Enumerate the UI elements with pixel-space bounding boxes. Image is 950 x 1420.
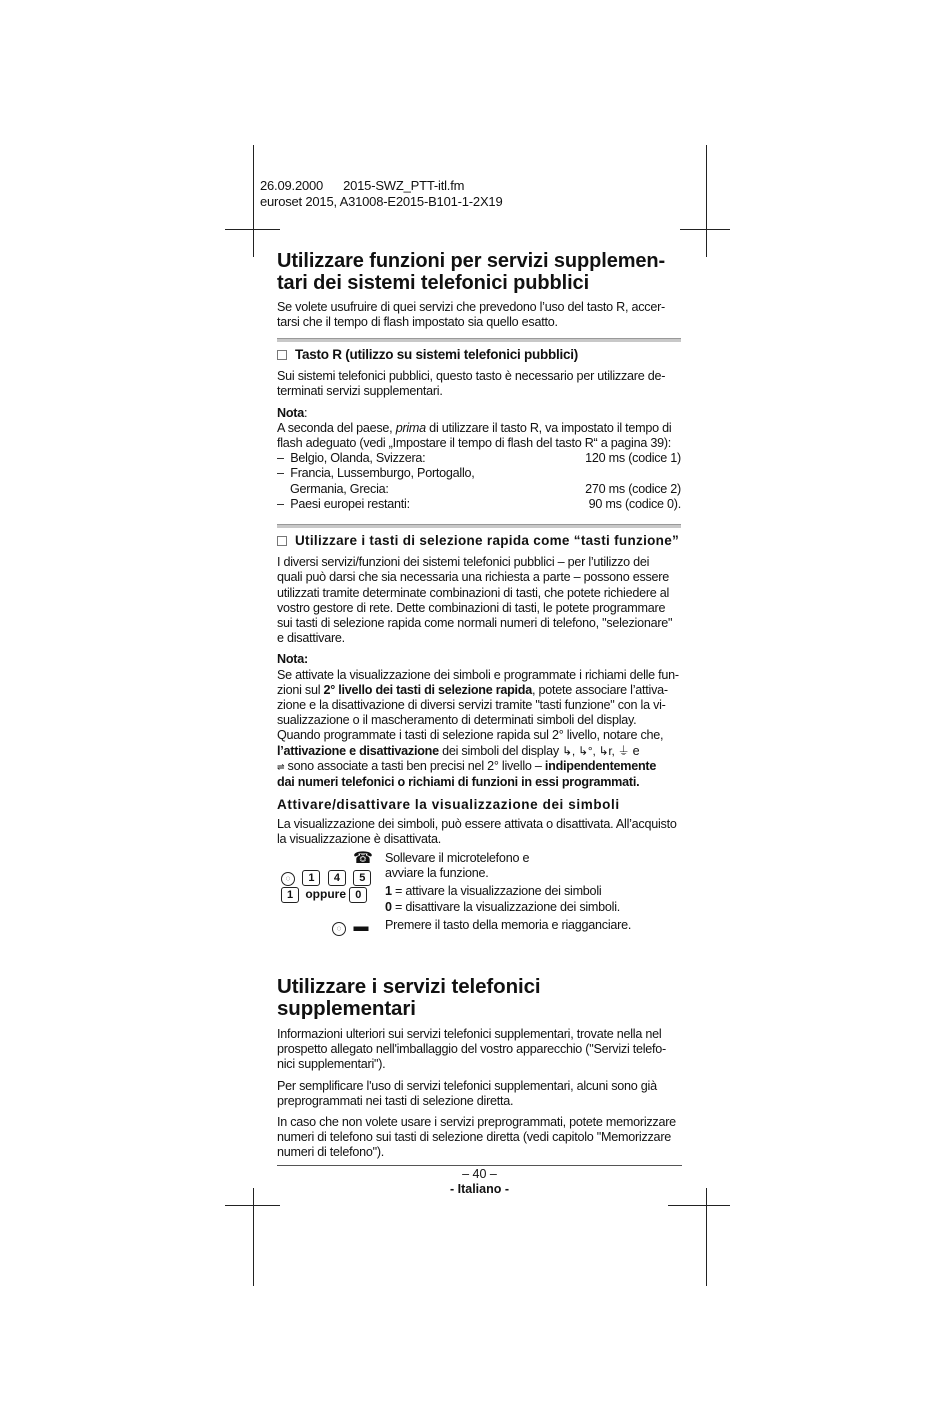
text-line: terminati servizi supplementari. bbox=[277, 384, 443, 399]
subsection-heading: Attivare/disattivare la visualizzazione dei simboli bbox=[277, 797, 620, 812]
text-line: In caso che non volete usare i servizi preprogrammati, potete memorizzare bbox=[277, 1115, 676, 1130]
section-attivare bbox=[277, 797, 681, 848]
country: – Paesi europei restanti: bbox=[277, 496, 410, 511]
section-title bbox=[277, 250, 681, 294]
crop-mark bbox=[225, 1205, 280, 1206]
text-line: zioni sul bbox=[277, 682, 324, 697]
title-line: tari dei sistemi telefonici pubblici bbox=[277, 272, 590, 294]
paragraph bbox=[277, 1115, 681, 1161]
crop-mark bbox=[253, 145, 254, 257]
text-line: Informazioni ulteriori sui servizi telefonici supplementari, trovate nella nel bbox=[277, 1027, 662, 1041]
country-row bbox=[277, 482, 681, 497]
crop-mark bbox=[253, 1188, 254, 1286]
paragraph bbox=[277, 1079, 681, 1109]
crop-mark bbox=[706, 145, 707, 257]
checkbox-icon bbox=[277, 536, 287, 546]
crop-mark bbox=[680, 229, 730, 230]
bold-text: dai numeri telefonici o richiami di funzioni in essi programmati. bbox=[277, 775, 640, 790]
key-4: 4 bbox=[328, 870, 346, 886]
paragraph bbox=[277, 817, 681, 847]
crop-mark bbox=[225, 229, 280, 230]
step-text bbox=[385, 851, 685, 933]
text-line: e bbox=[629, 743, 640, 758]
code: 120 ms (codice 1) bbox=[585, 451, 681, 466]
step-line: avviare la funzione. bbox=[385, 866, 489, 881]
display-symbols-icon: ↳, ↳°, ↳r, ⏚ bbox=[562, 743, 630, 758]
code: 270 ms (codice 2) bbox=[585, 481, 681, 496]
country-row bbox=[277, 497, 681, 512]
text-line: preprogrammati nei tasti di selezione diretta. bbox=[277, 1093, 514, 1108]
key-choice bbox=[281, 887, 370, 903]
memory-key-icon: ◌ bbox=[281, 872, 295, 886]
text-line: utilizzati tramite determinate combinazioni di tasti, che potete richiedere al bbox=[277, 585, 670, 600]
text-line: nici supplementari"). bbox=[277, 1057, 386, 1072]
step-line: Sollevare il microtelefono e bbox=[385, 851, 530, 865]
text-line: Quando programmate i tasti di selezione rapida sul 2° livello, notare che, bbox=[277, 728, 664, 743]
oppure-label: oppure bbox=[305, 887, 347, 901]
text-line: dei simboli del display bbox=[438, 743, 563, 758]
step-number: 0 bbox=[385, 899, 392, 914]
note-colon: : bbox=[304, 405, 308, 420]
memory-key-icon: ◌ bbox=[332, 922, 346, 936]
country: Germania, Grecia: bbox=[277, 481, 389, 496]
text-line: Per semplificare l'uso di servizi telefonici supplementari, alcuni sono già bbox=[277, 1078, 657, 1093]
note bbox=[277, 652, 681, 790]
heading-text: Utilizzare i tasti di selezione rapida come “tasti funzione” bbox=[295, 533, 680, 548]
title-line: Utilizzare funzioni per servizi supplemen- bbox=[277, 250, 666, 272]
country: – Belgio, Olanda, Svizzera: bbox=[277, 451, 426, 466]
bold-text: l’attivazione e disattivazione bbox=[277, 743, 439, 758]
section-supplementary-services bbox=[277, 976, 681, 1161]
text-line: Se volete usufruire di quei servizi che prevedono l’uso del tasto R, accer- bbox=[277, 300, 665, 314]
text-line: sualizzazione o il mascheramento di determinati simboli del display. bbox=[277, 713, 637, 728]
hangup-icon: ▬ bbox=[353, 918, 369, 935]
country-row bbox=[277, 451, 681, 466]
text-line: numeri di telefono sui tasti di selezione diretta (vedi capitolo "Memorizzare bbox=[277, 1130, 672, 1145]
note-label: Nota: bbox=[277, 652, 308, 667]
text-line: La visualizzazione dei simboli, può essere attivata o disattivata. All’acquisto bbox=[277, 817, 677, 832]
text-line: quali può darsi che sia necessaria una richiesta a parte – possono essere bbox=[277, 570, 669, 585]
key-sequence bbox=[281, 868, 374, 886]
section-tasti-funzione bbox=[277, 524, 681, 790]
intro-paragraph bbox=[277, 300, 681, 330]
section-divider bbox=[277, 524, 681, 528]
footer-language: - Italiano - bbox=[449, 1182, 510, 1196]
crop-mark bbox=[706, 1188, 707, 1286]
note bbox=[277, 406, 681, 452]
text-line: numeri di telefono"). bbox=[277, 1145, 385, 1160]
step-line: = disattivare la visualizzazione dei simboli. bbox=[391, 899, 621, 914]
text-line: tarsi che il tempo di flash impostato sia quello esatto. bbox=[277, 315, 558, 330]
speed-dial-symbol-icon: ⇌ bbox=[277, 761, 285, 772]
text-line: e disattivare. bbox=[277, 631, 345, 646]
note-label: Nota bbox=[277, 405, 304, 420]
country: – Francia, Lussemburgo, Portogallo, bbox=[277, 466, 475, 481]
subsection-heading bbox=[277, 347, 681, 362]
text-line: la visualizzazione è disattivata. bbox=[277, 832, 441, 847]
key-1: 1 bbox=[302, 870, 320, 886]
header-file: 2015-SWZ_PTT-itl.fm bbox=[343, 178, 465, 193]
crop-mark bbox=[668, 1205, 730, 1206]
handset-lift-icon: ☎ bbox=[353, 850, 373, 867]
section-divider bbox=[277, 338, 681, 342]
key-5: 5 bbox=[353, 870, 371, 886]
step-line: Premere il tasto della memoria e riagganciare. bbox=[385, 917, 632, 932]
checkbox-icon bbox=[277, 350, 287, 360]
text-line: I diversi servizi/funzioni dei sistemi telefonici pubblici – per l’utilizzo dei bbox=[277, 555, 650, 570]
text-line: vostro gestore di rete. Dette combinazioni di tasti, le potete programmare bbox=[277, 600, 666, 615]
step-line: = attivare la visualizzazione dei simboli bbox=[391, 884, 602, 899]
section-title: Utilizzare i servizi telefonici supplementari bbox=[277, 975, 541, 1020]
memory-hangup bbox=[332, 918, 368, 936]
section-tasto-r bbox=[277, 338, 681, 512]
bold-text: 2° livello dei tasti di selezione rapida bbox=[323, 682, 533, 697]
text-line: sui tasti di selezione rapida come normali numeri di telefono, "selezionare" bbox=[277, 616, 673, 631]
text-line: zione e la disattivazione di diversi servizi tramite "tasti funzione" con la vi- bbox=[277, 698, 666, 713]
heading-text: Tasto R (utilizzo su sistemi telefonici pubblici) bbox=[295, 347, 579, 362]
footer bbox=[277, 1167, 682, 1197]
section-public-services bbox=[277, 250, 681, 330]
step-number: 1 bbox=[385, 884, 392, 899]
subsection-heading bbox=[277, 533, 681, 548]
paragraph bbox=[277, 369, 681, 399]
footer-divider bbox=[277, 1165, 682, 1166]
key-0: 0 bbox=[349, 887, 367, 903]
key-1: 1 bbox=[281, 887, 299, 903]
code: 90 ms (codice 0). bbox=[588, 496, 681, 511]
text-line: Sui sistemi telefonici pubblici, questo tasto è necessario per utilizzare de- bbox=[277, 369, 666, 384]
paragraph bbox=[277, 1027, 681, 1073]
text-line: di utilizzare il tasto R, va impostato il tempo di bbox=[425, 420, 672, 435]
text-line: flash adeguato (vedi „Impostare il tempo di flash del tasto R“ a pagina 39): bbox=[277, 436, 672, 451]
emphasis: prima bbox=[395, 420, 426, 435]
text-line: , potete associare l’attiva- bbox=[532, 682, 668, 697]
header-date: 26.09.2000 bbox=[260, 178, 324, 193]
header-model: euroset 2015, A31008-E2015-B101-1-2X19 bbox=[260, 194, 503, 209]
bold-text: indipendentemente bbox=[544, 758, 657, 773]
paragraph bbox=[277, 555, 681, 646]
text-line: Se attivate la visualizzazione dei simboli e programmate i richiami delle fun- bbox=[277, 667, 679, 682]
text-line: sono associate a tasti ben precisi nel 2° livello – bbox=[284, 758, 545, 773]
country-row bbox=[277, 466, 681, 481]
page-number: – 40 – bbox=[462, 1167, 497, 1181]
file-header bbox=[260, 178, 502, 210]
text-line: A seconda del paese, bbox=[277, 420, 396, 435]
text-line: prospetto allegato nell'imballaggio del vostro apparecchio ("Servizi telefo- bbox=[277, 1042, 666, 1057]
